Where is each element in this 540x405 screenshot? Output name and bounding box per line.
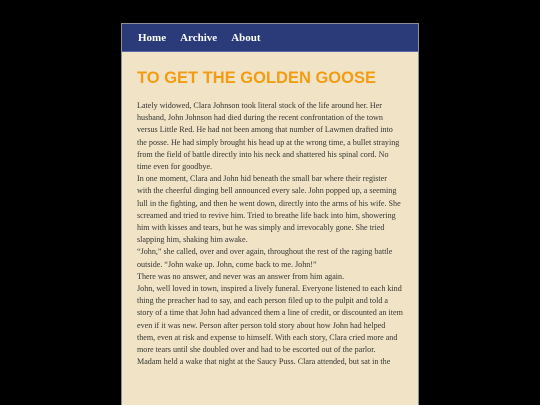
page-container [121,23,419,405]
main-content [122,52,418,368]
post-paragraph: In one moment, Clara and John hid beneath the small bar where their register with the cheerful dinging bell announced every sale. John popped up, a seeming lull in the fighting, and then he went down, directly into the arms of his wife. She screamed and tried to revive him. Tried to breathe life back into him, showering him with kisses and tears, but he was simply and irrevocably gone. She tried slapping him, shaking him awake. [137,174,401,245]
post-paragraph: John, well loved in town, inspired a lively funeral. Everyone listened to each kind thing the preacher had to say, and each person filed up to the pulpit and told a story of a time that John had advanced them a line of credit, or discounted an item even if it was new. Person after person told story about how John had helped them, even at risk and expense to himself. With each story, Clara cried more and more tears until she doubled over and had to be escorted out of the parlor. [137,284,403,355]
top-navigation [122,24,418,52]
post-paragraph: Madam held a wake that night at the Saucy Puss. Clara attended, but sat in the [137,357,391,367]
post-paragraph: There was no answer, and never was an answer from him again. [137,271,345,281]
nav-home-link[interactable]: Home [138,31,167,44]
post-paragraph: Lately widowed, Clara Johnson took literal stock of the life around her. Her husband, John Johnson had died during the recent confrontation of the town versus Little Red. He had not been among that number of Lawmen drafted into the posse. He had simply brought his head up at the wrong time, a bullet straying from the field of battle directly into his neck and shattered his spinal cord. No time even for goodbye. [137,101,400,172]
post-body [137,100,403,368]
nav-about-link[interactable]: About [231,31,261,44]
nav-archive-link[interactable]: Archive [180,31,218,44]
post-title: TO GET THE GOLDEN GOOSE [137,69,376,87]
post-paragraph: “John,” she called, over and over again, throughout the rest of the raging battle outside. “John wake up. John, come back to me. John!” [137,247,393,269]
